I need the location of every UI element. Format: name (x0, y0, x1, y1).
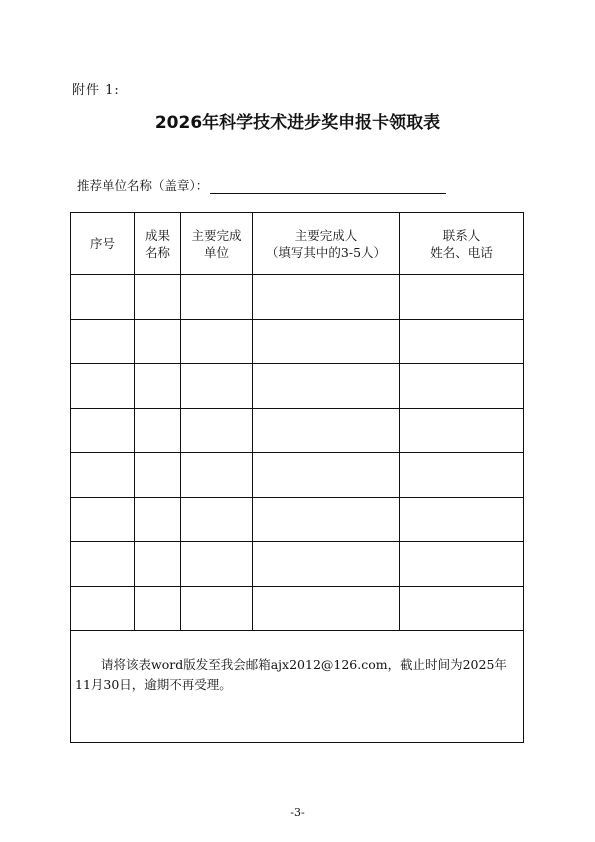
table-cell[interactable] (400, 453, 524, 498)
table-cell[interactable] (181, 497, 253, 542)
table-cell[interactable] (71, 542, 135, 587)
table-cell[interactable] (181, 275, 253, 320)
table-note-row (71, 631, 524, 743)
table-cell[interactable] (400, 497, 524, 542)
header-text: 主要完成 (191, 227, 242, 243)
table-cell[interactable] (253, 275, 400, 320)
header-text: （填写其中的3-5人） (265, 244, 387, 260)
table-header-row (71, 213, 524, 275)
table-row (71, 364, 524, 409)
table-cell[interactable] (71, 453, 135, 498)
table-cell[interactable] (400, 542, 524, 587)
table-cell[interactable] (71, 319, 135, 364)
table-row (71, 319, 524, 364)
table-cell[interactable] (71, 497, 135, 542)
recommender-field (77, 176, 446, 194)
header-contact (400, 213, 524, 275)
table-row (71, 453, 524, 498)
table-row (71, 275, 524, 320)
table-cell[interactable] (135, 497, 181, 542)
table-cell[interactable] (135, 408, 181, 453)
table-cell[interactable] (400, 275, 524, 320)
header-text: 序号 (89, 236, 115, 251)
table-cell[interactable] (181, 408, 253, 453)
table-cell[interactable] (71, 275, 135, 320)
table-cell[interactable] (181, 586, 253, 631)
table-cell[interactable] (71, 408, 135, 453)
table-cell[interactable] (181, 364, 253, 409)
table-cell[interactable] (253, 542, 400, 587)
table-cell[interactable] (400, 364, 524, 409)
table-cell[interactable] (181, 542, 253, 587)
table-cell[interactable] (135, 319, 181, 364)
table-cell[interactable] (253, 453, 400, 498)
table-cell[interactable] (71, 364, 135, 409)
table-cell[interactable] (253, 586, 400, 631)
recommender-label: 推荐单位名称（盖章）： (77, 178, 209, 193)
page-number: -3- (290, 806, 305, 819)
table-row (71, 542, 524, 587)
header-main-contributors (253, 213, 400, 275)
table-cell[interactable] (181, 453, 253, 498)
table-cell[interactable] (400, 586, 524, 631)
table-cell[interactable] (400, 319, 524, 364)
table-row (71, 586, 524, 631)
header-text: 姓名、电话 (430, 244, 493, 260)
table-cell[interactable] (135, 275, 181, 320)
header-text: 主要完成人 (294, 227, 358, 243)
table-row (71, 497, 524, 542)
table-row (71, 408, 524, 453)
table-cell[interactable] (135, 364, 181, 409)
header-achievement-name (135, 213, 181, 275)
table-cell[interactable] (253, 319, 400, 364)
table-cell[interactable] (71, 586, 135, 631)
header-text: 名称 (144, 244, 170, 260)
table-cell[interactable] (135, 586, 181, 631)
table-cell[interactable] (135, 542, 181, 587)
header-text: 成果 (144, 227, 170, 243)
header-main-unit (181, 213, 253, 275)
table-cell[interactable] (253, 408, 400, 453)
header-serial-number (71, 213, 135, 275)
submission-note: 请将该表word版发至我会邮箱ajx2012@126.com，截止时间为2025年11月30日，逾期不再受理。 (71, 631, 524, 743)
header-text: 单位 (203, 244, 229, 260)
table-cell[interactable] (253, 364, 400, 409)
recommender-signature-line (210, 179, 446, 194)
table-cell[interactable] (253, 497, 400, 542)
header-text: 联系人 (442, 227, 481, 243)
table-cell[interactable] (181, 319, 253, 364)
attachment-label: 附件 1: (72, 83, 120, 98)
table-cell[interactable] (135, 453, 181, 498)
application-table (70, 212, 524, 743)
table-cell[interactable] (400, 408, 524, 453)
page-title: 2026年科学技术进步奖申报卡领取表 (154, 113, 441, 133)
